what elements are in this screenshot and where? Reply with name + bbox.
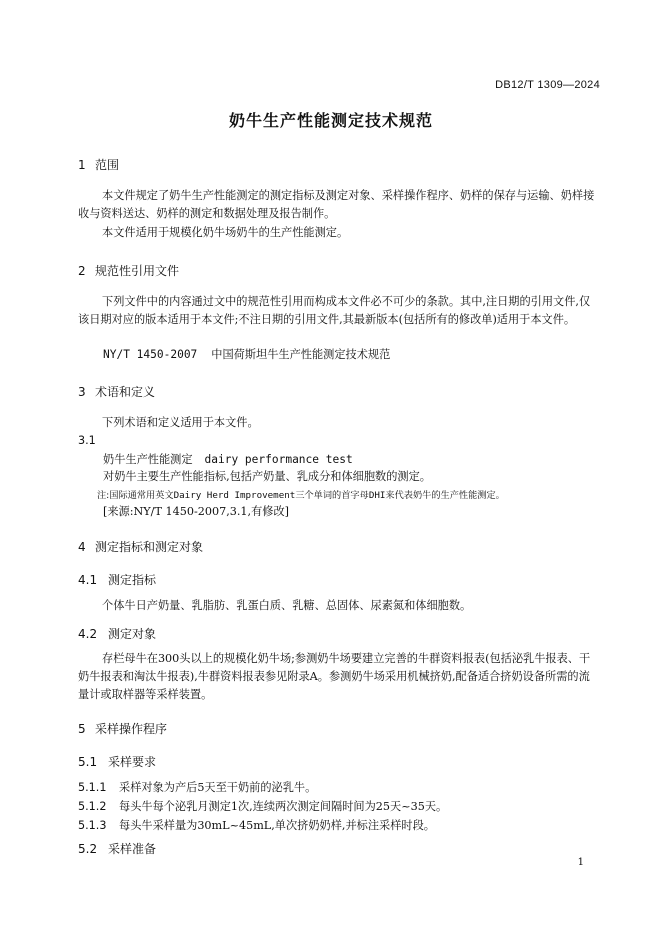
subsection-5-2-heading <box>78 840 156 857</box>
section-5-heading <box>78 720 167 737</box>
section-2-heading <box>78 262 179 279</box>
standard-code: DB12/T 1309—2024 <box>495 79 600 91</box>
section-4-heading <box>78 538 203 555</box>
subsection-4-1-heading <box>78 571 156 588</box>
clause-text: 采样对象为产后5天至干奶前的泌乳牛。 <box>119 781 317 794</box>
section-number: 5 <box>78 722 86 736</box>
subsection-4-2-text: 存栏母牛在300头以上的规模化奶牛场;参测奶牛场要建立完善的牛群资料报表(包括泌乳牛报表、干奶牛报表和淘汰牛报表),牛群资料报表参见附录A。参测奶牛场采用机械挤奶,配备适合挤奶设备所需的流量计或取样器等采样装置。 <box>78 652 591 701</box>
note-text-2: Dairy Herd Improvement <box>173 490 296 501</box>
section-3-heading <box>78 383 155 400</box>
note-text-4: DHI <box>368 490 386 501</box>
page-number: 1 <box>577 857 584 868</box>
clause-number: 5.1.3 <box>78 819 107 832</box>
subsection-number: 5.1 <box>78 755 98 769</box>
section-number: 3 <box>78 385 86 399</box>
section-3-paragraph-1: 下列术语和定义适用于本文件。 <box>102 416 259 429</box>
section-1-paragraph-2: 本文件适用于规模化奶牛场奶牛的生产性能测定。 <box>102 226 349 239</box>
subsection-number: 4.2 <box>78 627 98 641</box>
section-title: 规范性引用文件 <box>95 264 180 278</box>
section-2-paragraph-1: 下列文件中的内容通过文中的规范性引用而构成本文件必不可少的条款。其中,注日期的引用文件,仅该日期对应的版本适用于本文件;不注日期的引用文件,其最新版本(包括所有的修改单)适用于本文件。 <box>78 295 591 326</box>
subsection-number: 4.1 <box>78 573 98 587</box>
note-text-5: 来代表奶牛的生产性能测定。 <box>385 490 505 501</box>
section-title: 采样操作程序 <box>95 722 168 736</box>
subsection-title: 测定指标 <box>108 573 157 587</box>
clause-5-1-2 <box>78 798 447 814</box>
note-label: 注: <box>97 490 110 501</box>
section-number: 4 <box>78 540 86 554</box>
term-english: dairy performance test <box>204 453 353 466</box>
subsection-5-1-heading <box>78 753 156 770</box>
clause-number: 5.1.1 <box>78 781 107 794</box>
section-number: 2 <box>78 264 86 278</box>
note-text-1: 国际通常用英文 <box>109 490 174 501</box>
section-title: 范围 <box>95 158 120 172</box>
term-number: 3.1 <box>78 434 96 447</box>
term-definition: 对奶牛主要生产性能指标,包括产奶量、乳成分和体细胞数的测定。 <box>103 470 431 483</box>
reference-title: 中国荷斯坦牛生产性能测定技术规范 <box>211 348 391 361</box>
subsection-4-2-heading <box>78 625 156 642</box>
term-note <box>97 487 505 501</box>
subsection-4-1-text: 个体牛日产奶量、乳脂肪、乳蛋白质、乳糖、总固体、尿素氮和体细胞数。 <box>102 599 472 612</box>
reference-code: NY/T 1450-2007 <box>103 348 198 361</box>
section-title: 术语和定义 <box>95 385 156 399</box>
section-1-heading <box>78 156 119 173</box>
subsection-title: 采样要求 <box>108 755 157 769</box>
clause-5-1-3 <box>78 817 435 833</box>
subsection-title: 测定对象 <box>108 627 157 641</box>
section-title: 测定指标和测定对象 <box>95 540 204 554</box>
section-1-paragraph-1: 本文件规定了奶牛生产性能测定的测定指标及测定对象、采样操作程序、奶样的保存与运输、奶样接收与资料送达、奶样的测定和数据处理及报告制作。 <box>78 189 595 220</box>
clause-number: 5.1.2 <box>78 800 107 813</box>
clause-text: 每头牛采样量为30mL~45mL,单次挤奶奶样,并标注采样时段。 <box>119 819 435 832</box>
subsection-title: 采样准备 <box>108 842 157 856</box>
clause-5-1-1 <box>78 779 316 795</box>
section-number: 1 <box>78 158 86 172</box>
clause-text: 每头牛每个泌乳月测定1次,连续两次测定间隔时间为25天~35天。 <box>119 800 448 813</box>
document-title: 奶牛生产性能测定技术规范 <box>228 111 433 130</box>
term-source: [来源:NY/T 1450-2007,3.1,有修改] <box>103 505 290 518</box>
term-chinese: 奶牛生产性能测定 <box>103 453 193 466</box>
normative-reference <box>103 346 390 362</box>
subsection-number: 5.2 <box>78 842 98 856</box>
term-heading <box>103 451 353 467</box>
note-text-3: 三个单词的首字母 <box>295 490 369 501</box>
